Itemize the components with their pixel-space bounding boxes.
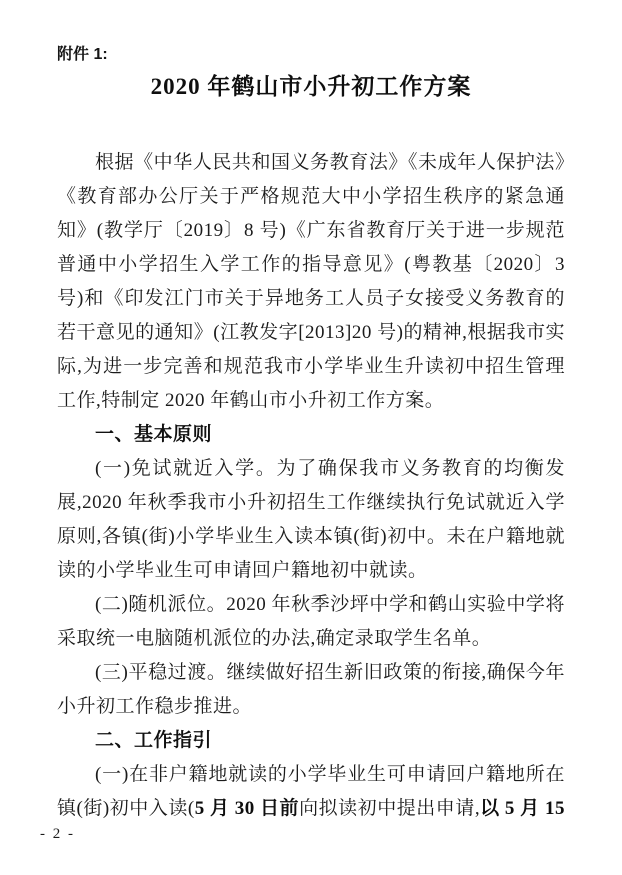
intro-paragraph: 根据《中华人民共和国义务教育法》《未成年人保护法》《教育部办公厅关于严格规范大中小学招生秩序的紧急通知》(教学厅〔2019〕8 号)《广东省教育厅关于进一步规范普通中小学招生入学工作的指导意见》(粤教基〔2020〕3 号)和《印发江门市关于异地务工人员子女接受义务教育的若干意见的通知》(江教发字[2013]20 号)的精神,根据我市实际,为进一步完善和规范我市小学毕业生升读初中招生管理工作,特制定 2020 年鹤山市小升初工作方案。 [57, 152, 565, 411]
section2-heading: 二、工作指引 [95, 730, 213, 751]
section2-item-1-run-regular-1: (一)在非户籍地就读的小学毕业生可申请回户籍地所在镇(街)初中入读( [57, 764, 565, 819]
footer-page-number: - 2 - [40, 826, 75, 842]
section1-item-2: (二)随机派位。2020 年秋季沙坪中学和鹤山实验中学将采取统一电脑随机派位的办法,确定录取学生名单。 [57, 594, 565, 649]
section2-item-1 [57, 758, 565, 826]
section2-item-1-run-bold-date: 以 5 月 15 [480, 798, 565, 819]
section1-heading: 一、基本原则 [95, 424, 213, 445]
section1-item-1: (一)免试就近入学。为了确保我市义务教育的均衡发展,2020 年秋季我市小升初招生工作继续执行免试就近入学原则,各镇(街)小学毕业生入读本镇(街)初中。未在户籍地就读的小学毕业生可申请回户籍地初中就读。 [57, 458, 565, 581]
attachment-label: 附件 1: [57, 46, 108, 63]
section2-item-1-run-bold-deadline: 5 月 30 日前 [194, 798, 300, 819]
section2-item-1-run-regular-2: 向拟读初中提出申请, [299, 798, 481, 819]
document-title: 2020 年鹤山市小升初工作方案 [150, 74, 472, 99]
document-body [57, 44, 565, 826]
section1-item-3: (三)平稳过渡。继续做好招生新旧政策的衔接,确保今年小升初工作稳步推进。 [57, 662, 565, 717]
